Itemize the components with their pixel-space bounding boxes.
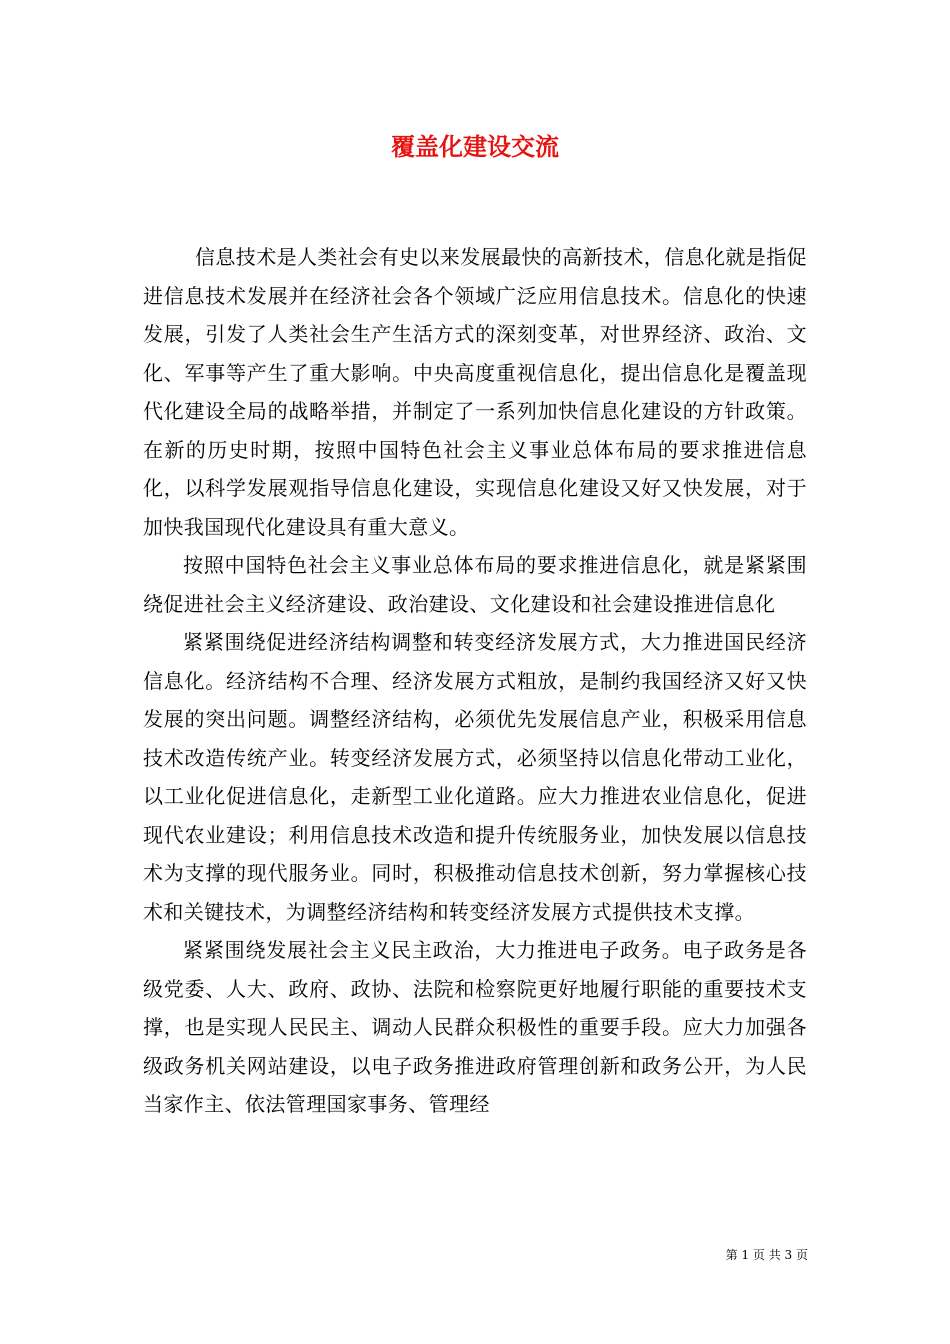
paragraph-3: 紧紧围绕促进经济结构调整和转变经济发展方式，大力推进国民经济信息化。经济结构不合理、经济发展方式粗放，是制约我国经济又好又快发展的突出问题。调整经济结构，必须优先发展信息产业，积极采用信息技术改造传统产业。转变经济发展方式，必须坚持以信息化带动工业化，以工业化促进信息化，走新型工业化道路。应大力推进农业信息化，促进现代农业建设；利用信息技术改造和提升传统服务业，加快发展以信息技术为支撑的现代服务业。同时，积极推动信息技术创新，努力掌握核心技术和关键技术，为调整经济结构和转变经济发展方式提供技术支撑。 bbox=[143, 630, 807, 924]
document-body bbox=[143, 238, 807, 1124]
paragraph-4: 紧紧围绕发展社会主义民主政治，大力推进电子政务。电子政务是各级党委、人大、政府、政协、法院和检察院更好地履行职能的重要技术支撑，也是实现人民民主、调动人民群众积极性的重要手段。应大力加强各级政务机关网站建设，以电子政务推进政府管理创新和政务公开，为人民当家作主、依法管理国家事务、管理经 bbox=[143, 938, 807, 1116]
page-number: 第 1 页 共 3 页 bbox=[725, 1248, 808, 1262]
document-title: 覆盖化建设交流 bbox=[391, 132, 559, 161]
paragraph-1: 信息技术是人类社会有史以来发展最快的高新技术，信息化就是指促进信息技术发展并在经济社会各个领域广泛应用信息技术。信息化的快速发展，引发了人类社会生产生活方式的深刻变革，对世界经济、政治、文化、军事等产生了重大影响。中央高度重视信息化，提出信息化是覆盖现代化建设全局的战略举措，并制定了一系列加快信息化建设的方针政策。在新的历史时期，按照中国特色社会主义事业总体布局的要求推进信息化，以科学发展观指导信息化建设，实现信息化建设又好又快发展，对于加快我国现代化建设具有重大意义。 bbox=[143, 245, 807, 539]
paragraph-2: 按照中国特色社会主义事业总体布局的要求推进信息化，就是紧紧围绕促进社会主义经济建设、政治建设、文化建设和社会建设推进信息化 bbox=[143, 553, 807, 616]
